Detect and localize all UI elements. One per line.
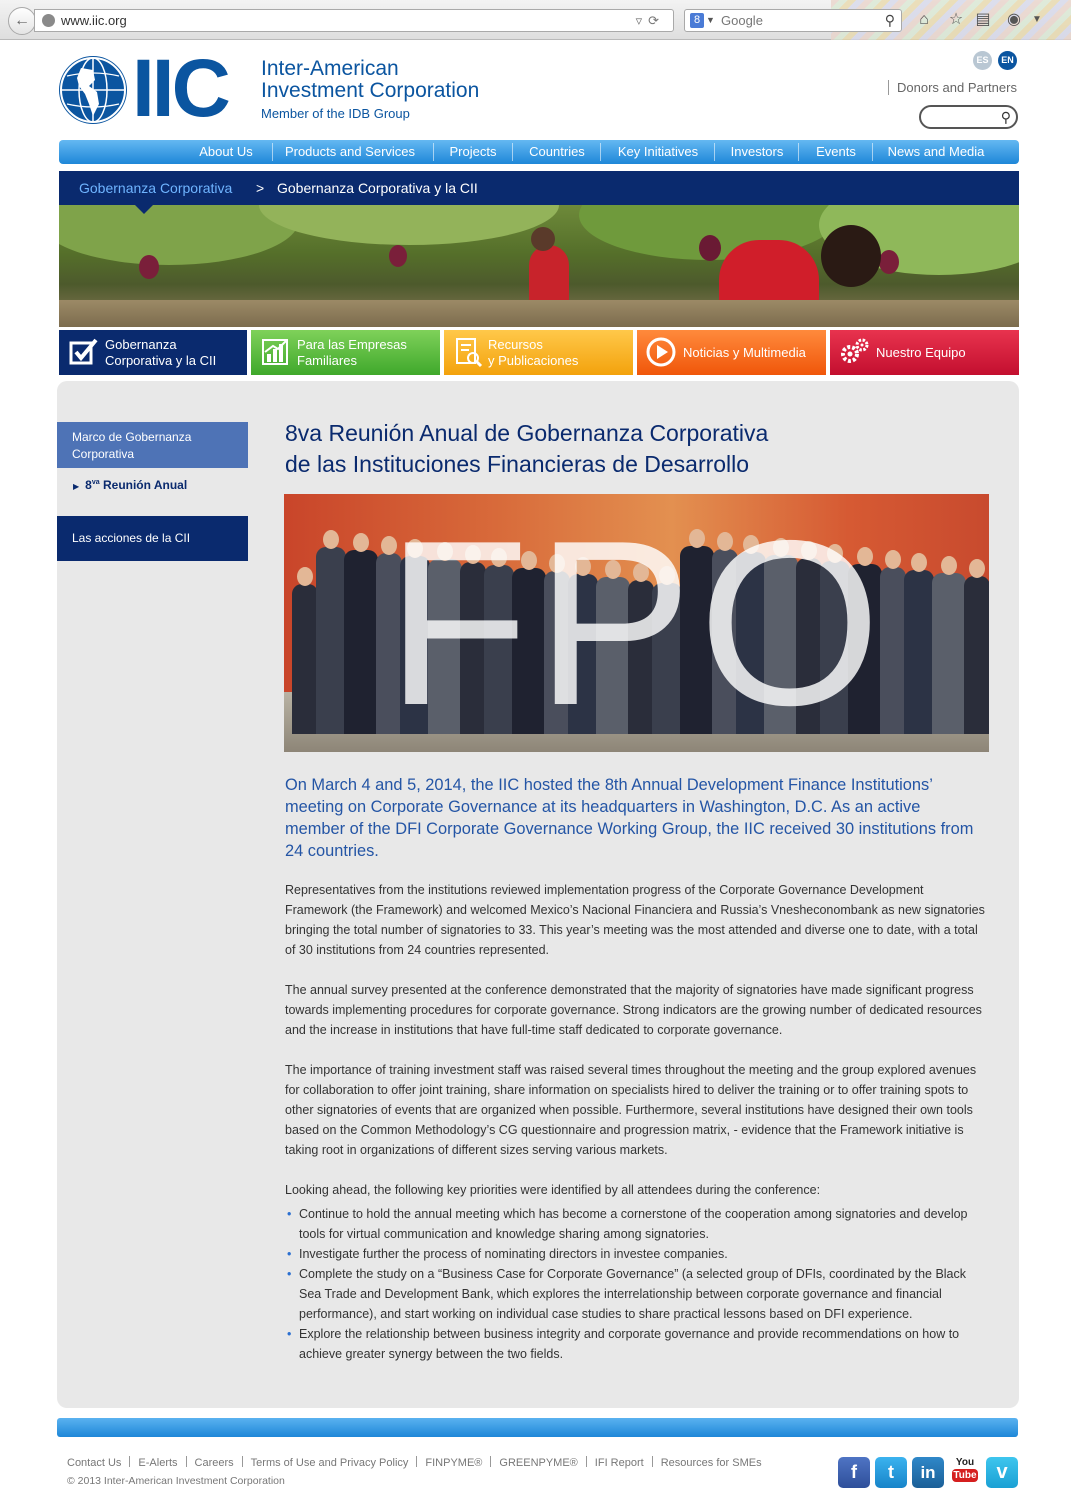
breadcrumb-parent-link[interactable]: Gobernanza Corporativa xyxy=(79,180,233,196)
main-nav xyxy=(59,140,1019,164)
bookmark-star-icon[interactable]: ☆ xyxy=(948,11,964,28)
priorities-list xyxy=(285,1204,975,1364)
checkbox-icon xyxy=(67,336,99,368)
tile-noticias-multimedia[interactable] xyxy=(637,330,826,375)
play-icon xyxy=(645,336,677,368)
copyright: © 2013 Inter-American Investment Corporation xyxy=(67,1475,285,1487)
sidebar-subitem-number: 8 xyxy=(85,478,92,492)
footer-link-resources-smes[interactable]: Resources for SMEs xyxy=(660,1457,762,1469)
bar-chart-icon xyxy=(259,336,291,368)
sidebar-item-marco-gobernanza[interactable]: Marco de Gobernanza Corporativa xyxy=(57,422,248,468)
sidebar-subitem-reunion-anual[interactable] xyxy=(73,478,187,492)
nav-news-media[interactable]: News and Media xyxy=(887,144,985,159)
addon-icon[interactable]: ◉ xyxy=(1007,11,1021,28)
chevron-down-icon[interactable]: ▼ xyxy=(706,15,715,25)
address-bar[interactable] xyxy=(34,9,674,32)
group-photo xyxy=(284,494,989,752)
footer-bar xyxy=(57,1418,1018,1437)
footer-divider xyxy=(490,1456,491,1467)
footer-link-contact[interactable]: Contact Us xyxy=(67,1457,122,1469)
article-paragraph: Looking ahead, the following key priorities were identified by all attendees during the conference: xyxy=(285,1183,821,1197)
org-name xyxy=(261,58,479,102)
footer-link-careers[interactable]: Careers xyxy=(194,1457,234,1469)
nav-countries[interactable]: Countries xyxy=(529,144,585,159)
menu-chevron-icon[interactable]: ▼ xyxy=(1032,14,1042,25)
idb-member-tagline: Member of the IDB Group xyxy=(261,106,410,121)
twitter-icon[interactable]: t xyxy=(875,1457,907,1488)
gears-icon xyxy=(838,336,870,368)
nav-divider xyxy=(798,143,799,161)
caret-right-icon: ▶ xyxy=(73,482,80,491)
footer-link-ifi-report[interactable]: IFI Report xyxy=(594,1457,644,1469)
footer-divider xyxy=(242,1456,243,1467)
footer-divider xyxy=(416,1456,417,1467)
tile-label-line1: Noticias y Multimedia xyxy=(683,344,806,360)
nav-divider xyxy=(433,143,434,161)
grape-cluster xyxy=(699,235,721,261)
list-item: • Explore the relationship between business integrity and corporate governance and provide recommendations on how to achieve greater synergy between the two fields. xyxy=(285,1324,975,1364)
grape-cluster xyxy=(879,250,899,274)
youtube-icon-bottom: Tube xyxy=(953,1470,977,1481)
footer-link-terms[interactable]: Terms of Use and Privacy Policy xyxy=(250,1457,409,1469)
org-name-line2: Investment Corporation xyxy=(261,79,480,102)
search-placeholder: Google xyxy=(721,13,763,28)
facebook-icon[interactable]: f xyxy=(838,1457,870,1488)
page-title xyxy=(285,418,985,480)
youtube-icon[interactable] xyxy=(949,1457,981,1488)
nav-divider xyxy=(600,143,601,161)
search-icon[interactable]: ⚲ xyxy=(1000,109,1011,125)
list-item: • Investigate further the process of nominating directors in investee companies. xyxy=(285,1244,975,1264)
article-lead: On March 4 and 5, 2014, the IIC hosted the 8th Annual Development Finance Institutions’ meeting on Corporate Governance at its headquarters in Washington, D.C. As an active member of the DFI Corporate Governance Working Group, the IIC received 30 institutions from 24 countries. xyxy=(285,776,974,860)
list-item: • Continue to hold the annual meeting which has become a cornerstone of the cooperation among signatories and develop tools for virtual communication and knowledge sharing among signatories. xyxy=(285,1204,975,1244)
page-title-line1: 8va Reunión Anual de Gobernanza Corporativa xyxy=(285,420,769,446)
tile-label xyxy=(297,330,407,375)
footer-link-ealerts[interactable]: E-Alerts xyxy=(138,1457,178,1469)
list-item: • Complete the study on a “Business Case for Corporate Governance” (a selected group of DFIs, coordinated by the Black Sea Trade and Development Bank, which explores the interrelationship between corporate governance and financial performance), and start working on individual case studies to share practical lessons based on DFI experience. xyxy=(285,1264,975,1324)
language-es-button[interactable]: ES xyxy=(973,51,992,70)
nav-divider xyxy=(272,143,273,161)
reload-icon[interactable]: ▿⟳ xyxy=(635,13,665,28)
grape-cluster xyxy=(389,245,407,267)
footer-links xyxy=(67,1456,762,1469)
browser-search-field[interactable] xyxy=(684,9,902,32)
search-engine-icon[interactable]: 8 xyxy=(690,13,704,28)
nav-projects[interactable]: Projects xyxy=(449,144,497,159)
nav-investors[interactable]: Investors xyxy=(730,144,784,159)
tile-gobernanza[interactable] xyxy=(59,330,247,375)
article-paragraph: The importance of training investment staff was raised several times throughout the meeting and the group explored avenues for collaboration to offer joint training, share information on specialists hired to deliver the training or to offer training spots to other signatories of events that are organized when possible. Furthermore, several institutions have designed their own tools based on the Common Methodology’s CG questionnaire and progression matrix, - evidence that the Framework initiative is taking root in organizations of different sizes serving various markets. xyxy=(285,1063,977,1157)
breadcrumb-current: Gobernanza Corporativa y la CII xyxy=(277,180,478,196)
breadcrumb-pointer xyxy=(135,205,153,214)
url-text: www.iic.org xyxy=(61,13,127,28)
tile-label xyxy=(683,330,806,375)
breadcrumb-separator: > xyxy=(256,180,265,196)
globe-logo-icon[interactable] xyxy=(59,56,127,124)
org-name-line1: Inter-American xyxy=(261,57,399,80)
nav-products-services[interactable]: Products and Services xyxy=(284,144,416,159)
footer-divider xyxy=(186,1456,187,1467)
language-en-button[interactable]: EN xyxy=(998,51,1017,70)
vimeo-icon[interactable]: v xyxy=(986,1457,1018,1488)
donors-partners-link[interactable]: Donors and Partners xyxy=(888,80,1017,95)
tile-label-line2: Familiares xyxy=(297,352,357,368)
fpo-watermark: FPO xyxy=(385,494,888,752)
footer-link-greenpyme[interactable]: GREENPYME® xyxy=(499,1457,578,1469)
nav-events[interactable]: Events xyxy=(816,144,856,159)
tile-label xyxy=(488,330,578,375)
tile-empresas-familiares[interactable] xyxy=(251,330,440,375)
tile-label xyxy=(105,330,216,375)
browser-toolbar xyxy=(0,0,1071,40)
article-paragraph: The annual survey presented at the conference demonstrated that the majority of signatories have made significant progress towards implementing procedures for corporate governance. Strong indicators are the growing number of dedicated resources and the increase in institutions that have full-time staff dedicated to corporate governance. xyxy=(285,983,982,1037)
article-paragraph: Representatives from the institutions reviewed implementation progress of the Corporate Governance Development Framework (the Framework) and welcomed Mexico’s Nacional Financiera and Russia’s Vnesheconombank as new signatories bringing the total number of signatories to 33. This year’s meeting was the most attended and diverse one to date, with a total of 30 institutions from 24 countries represented. xyxy=(285,883,985,957)
tile-label-line1: Nuestro Equipo xyxy=(876,344,966,360)
globe-icon xyxy=(42,14,55,27)
tile-label-line1: Para las Empresas xyxy=(297,336,407,352)
search-icon[interactable]: ⚲ xyxy=(884,12,895,28)
vine-foliage xyxy=(259,205,559,245)
tile-label xyxy=(876,330,966,375)
footer-divider xyxy=(586,1456,587,1467)
nav-divider xyxy=(872,143,873,161)
tile-label-line2: y Publicaciones xyxy=(488,352,579,368)
tile-nuestro-equipo[interactable] xyxy=(830,330,1019,375)
footer-link-finpyme[interactable]: FINPYME® xyxy=(425,1457,483,1469)
iic-logo[interactable]: IIC xyxy=(132,43,228,134)
tile-label-line1: Recursos xyxy=(488,336,543,352)
page-title-line2: de las Instituciones Financieras de Desarrollo xyxy=(285,451,750,477)
sidebar-subitem-ordinal: va xyxy=(91,479,100,486)
breadcrumb xyxy=(59,171,1019,205)
reading-list-icon[interactable]: ▤ xyxy=(975,11,991,28)
back-arrow-icon[interactable]: ← xyxy=(8,7,36,35)
vineyard-ground xyxy=(59,300,1019,327)
nav-divider xyxy=(512,143,513,161)
linkedin-icon[interactable]: in xyxy=(912,1457,944,1488)
footer-divider xyxy=(129,1456,130,1467)
site-search-input[interactable] xyxy=(919,105,1018,129)
sidebar-item-acciones-cii[interactable]: Las acciones de la CII xyxy=(57,516,248,561)
nav-divider xyxy=(714,143,715,161)
tile-label-line1: Gobernanza xyxy=(105,336,177,352)
nav-key-initiatives[interactable]: Key Initiatives xyxy=(617,144,699,159)
document-search-icon xyxy=(452,336,484,368)
footer-divider xyxy=(652,1456,653,1467)
tile-label-line2: Corporativa y la CII xyxy=(105,352,217,368)
hero-banner-image xyxy=(59,205,1019,327)
worker-head xyxy=(821,225,881,287)
worker-head xyxy=(531,227,555,251)
sidebar-subitem-label: Reunión Anual xyxy=(99,478,188,492)
nav-about-us[interactable]: About Us xyxy=(199,144,253,159)
tile-recursos-publicaciones[interactable] xyxy=(444,330,633,375)
grape-cluster xyxy=(139,255,159,279)
home-icon[interactable]: ⌂ xyxy=(919,11,929,28)
youtube-icon-top: You xyxy=(955,1457,975,1468)
